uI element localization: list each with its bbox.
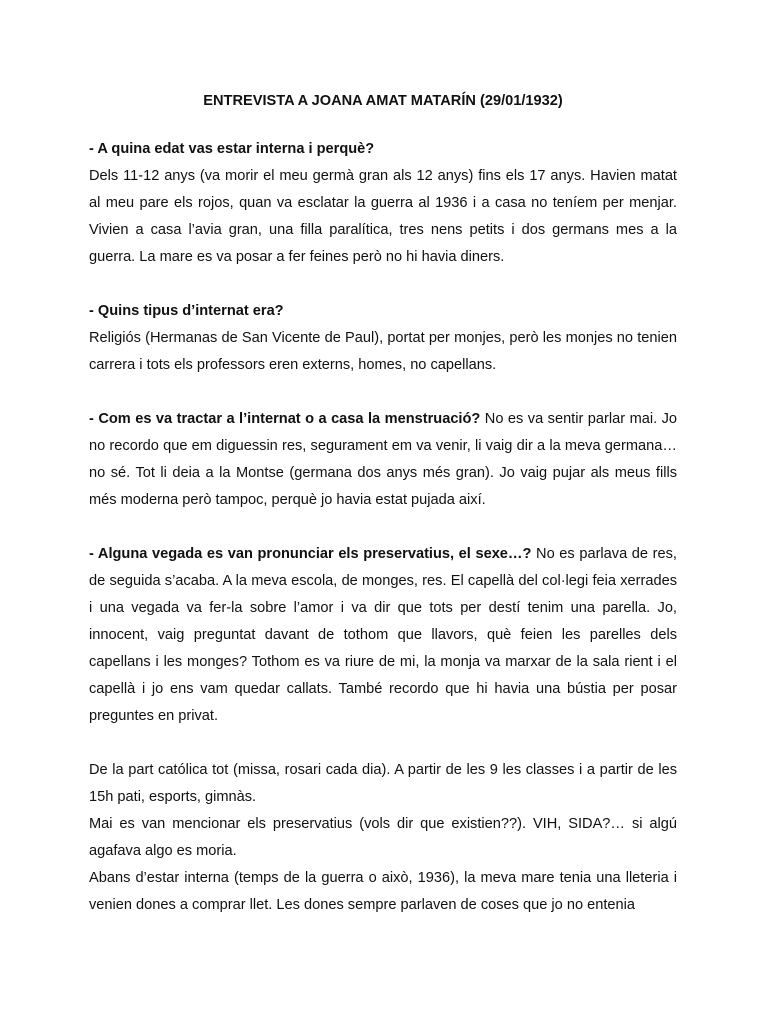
closing-paragraph: De la part católica tot (missa, rosari cada dia). A partir de les 9 les classes i a partir de les 15h pati, esports, gimnàs. <box>89 762 677 805</box>
answer-text: No es va sentir parlar mai. Jo no recordo que em diguessin res, segurament em va venir, li vaig dir a la meva germana… no sé. Tot li deia a la Montse (germana dos anys més gran). Jo vaig pujar als meus fills més moderna però tampoc, perquè jo havia estat pujada així. <box>89 411 678 508</box>
qa-block <box>89 136 677 271</box>
question-text: - Quins tipus d’internat era? <box>89 303 284 319</box>
answer-text: No es parlava de res, de seguida s’acaba. A la meva escola, de monges, res. El capellà del col·legi feia xerrades i una vegada va fer-la sobre l’amor i va dir que tots per destí tenim una parella. Jo, innocent, vaig preguntat davant de tothom que llavors, què feien les parelles dels capellans i les monges? Tothom es va riure de mi, la monja va marxar de la sala rient i el capellà i jo ens vam quedar callats. També recordo que hi havia una bústia per posar preguntes en privat. <box>89 546 677 724</box>
answer-text: Religiós (Hermanas de San Vicente de Paul), portat per monjes, però les monjes no tenien carrera i tots els professors eren externs, homes, no capellans. <box>89 330 677 373</box>
qa-section-contraceptives <box>89 541 677 730</box>
question-text: - Com es va tractar a l’internat o a casa la menstruació? <box>89 411 481 427</box>
question-text: - A quina edat vas estar interna i perquè? <box>89 141 375 157</box>
closing-paragraph: Abans d’estar interna (temps de la guerra o això, 1936), la meva mare tenia una lleteria i venien dones a comprar llet. Les dones sempre parlaven de coses que jo no entenia <box>89 870 677 913</box>
qa-section-menstruation <box>89 406 677 514</box>
question-text: - Alguna vegada es van pronunciar els preservatius, el sexe…? <box>89 546 532 562</box>
qa-paragraph <box>89 406 677 514</box>
qa-block <box>89 298 677 379</box>
document-page <box>89 90 677 919</box>
qa-paragraph <box>89 541 677 730</box>
qa-section-age <box>89 136 677 271</box>
document-title: ENTREVISTA A JOANA AMAT MATARÍN (29/01/1932) <box>203 93 563 109</box>
closing-paragraph: Mai es van mencionar els preservatius (vols dir que existien??). VIH, SIDA?… si algú agafava algo es moria. <box>89 816 677 859</box>
answer-text: Dels 11-12 anys (va morir el meu germà gran als 12 anys) fins els 17 anys. Havien matat al meu pare els rojos, quan va esclatar la guerra al 1936 i a casa no teníem per menjar. Vivien a casa l’avia gran, una filla paralítica, tres nens petits i dos germans mes a la guerra. La mare es va posar a fer feines però no hi havia diners. <box>89 168 677 265</box>
qa-section-boarding-type <box>89 298 677 379</box>
closing-notes <box>89 757 677 919</box>
